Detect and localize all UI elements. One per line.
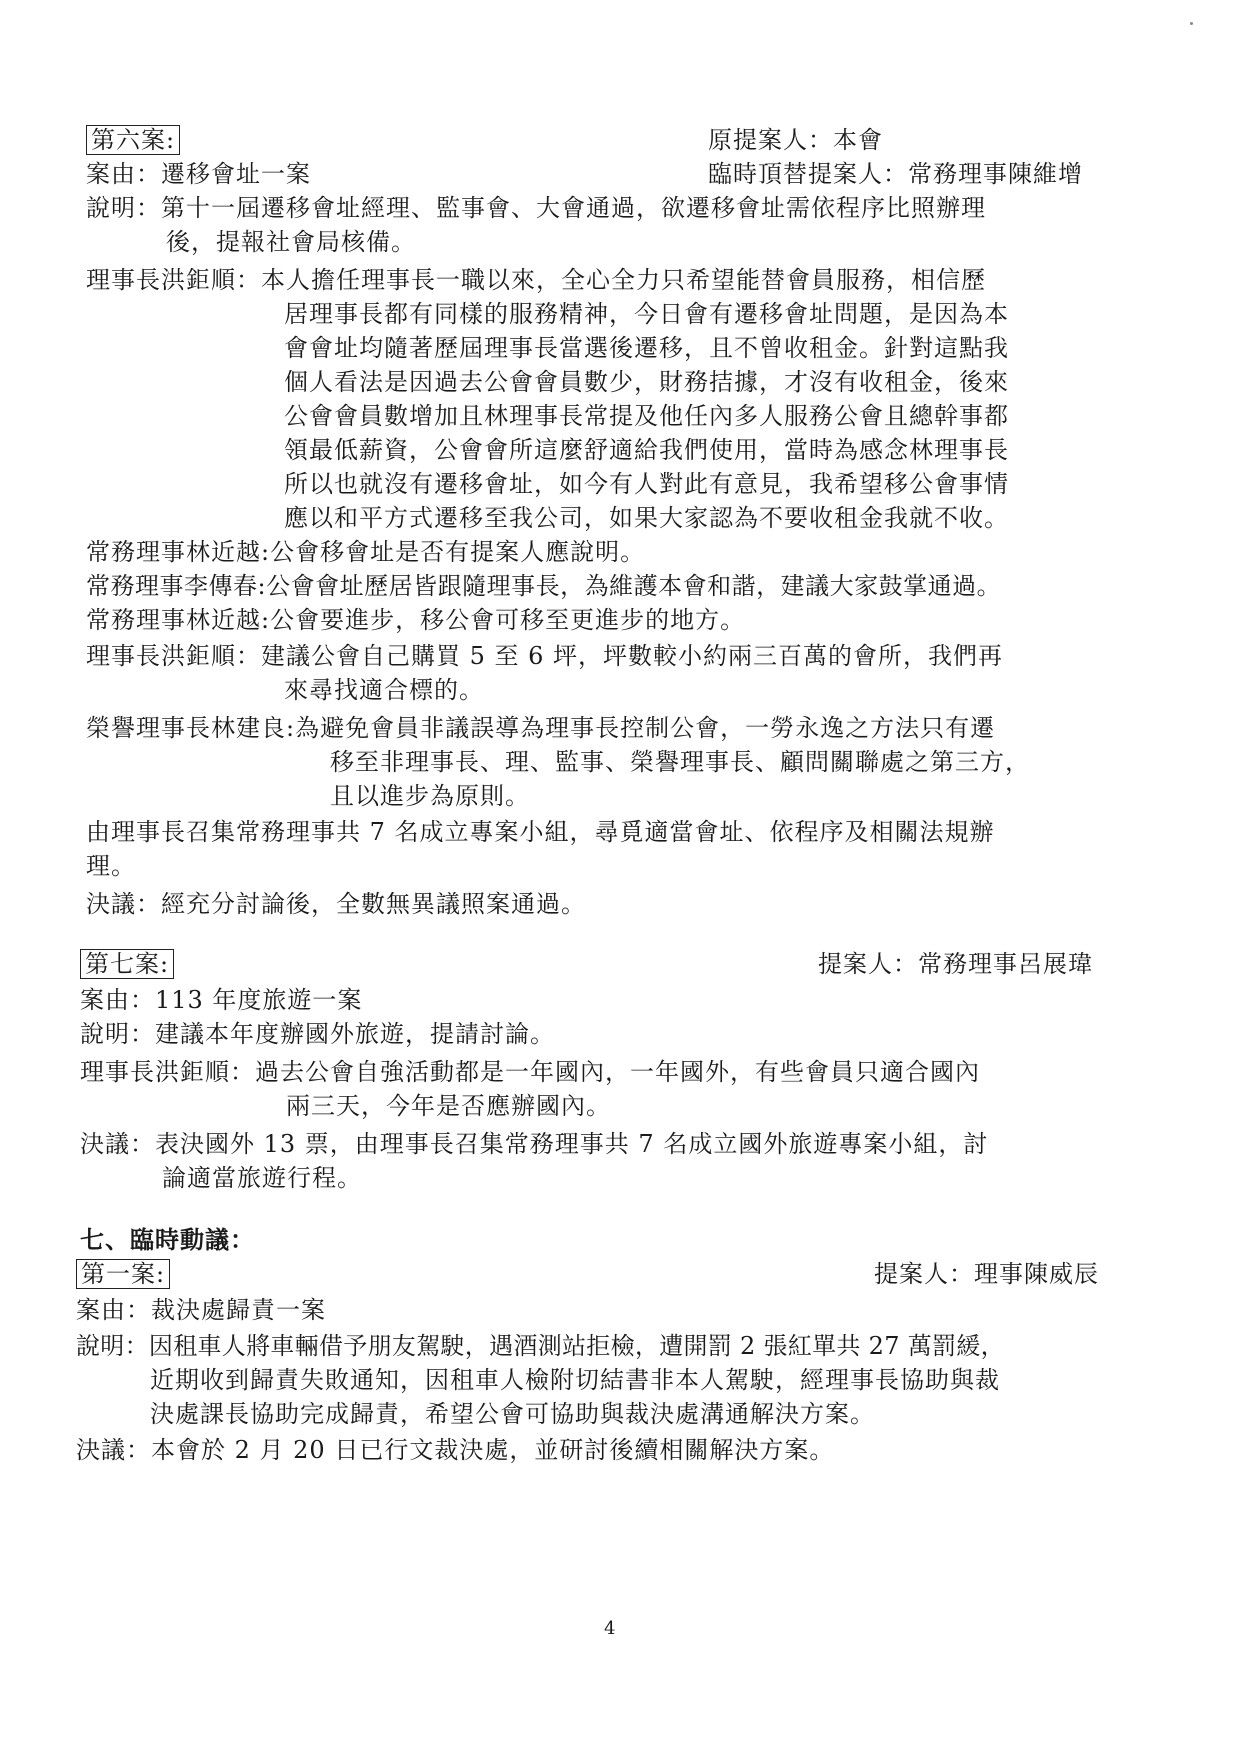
case7-resolution-line: 決議：表決國外 13 票，由理事長召集常務理事共 7 名成立國外旅遊專案小組，討 — [80, 1130, 989, 1158]
case6-resolution: 決議：經充分討論後，全數無異議照案通過。 — [86, 890, 586, 918]
section7-case1-desc-line: 說明：因租車人將車輛借予朋友駕駛，遇酒測站拒檢，遭開罰 2 張紅單共 27 萬罰緩， — [76, 1332, 1005, 1360]
case6-speech6-line: 且以進步為原則。 — [330, 782, 530, 810]
case6-speech1-line: 居理事長都有同樣的服務精神，今日會有遷移會址問題，是因為本 — [284, 300, 1009, 328]
case6-proposer: 原提案人：本會 — [708, 126, 883, 154]
case6-note-line: 由理事長召集常務理事共 7 名成立專案小組，尋覓適當會址、依程序及相關法規辦 — [86, 818, 995, 846]
case6-speech2: 常務理事林近越:公會移會址是否有提案人應說明。 — [86, 538, 646, 566]
case6-speech1-line: 所以也就沒有遷移會址，如今有人對此有意見，我希望移公會事情 — [284, 470, 1009, 498]
case6-speech4: 常務理事林近越:公會要進步，移公會可移至更進步的地方。 — [86, 606, 746, 634]
case6-temp-proposer: 臨時頂替提案人：常務理事陳維增 — [708, 160, 1083, 188]
section7-case1-desc-line: 近期收到歸責失敗通知，因租車人檢附切結書非本人駕駛，經理事長協助與裁 — [150, 1366, 1000, 1394]
scan-speck — [1190, 22, 1193, 25]
section7-heading: 七、臨時動議： — [80, 1225, 255, 1254]
case6-speech1-line: 公會會員數增加且林理事長常提及他任內多人服務公會且總幹事都 — [284, 402, 1009, 430]
case6-speech1-line: 會會址均隨著歷屆理事長當選後遷移，且不曾收租金。針對這點我 — [284, 334, 1009, 362]
section7-case1-subject: 案由：裁決處歸責一案 — [76, 1296, 326, 1324]
case7-proposer: 提案人：常務理事呂展瑋 — [818, 950, 1093, 978]
case6-label: 第六案: — [86, 124, 180, 156]
case6-speech5-line: 理事長洪鉅順：建議公會自己購買 5 至 6 坪，坪數較小約兩三百萬的會所，我們再 — [86, 642, 1004, 670]
section7-case1-desc-line: 決處課長協助完成歸責，希望公會可協助與裁決處溝通解決方案。 — [150, 1400, 875, 1428]
page-number: 4 — [604, 1618, 616, 1639]
section7-case1-resolution: 決議：本會於 2 月 20 日已行文裁決處，並研討後續相關解決方案。 — [76, 1436, 835, 1464]
section7-case1-label: 第一案: — [76, 1258, 170, 1290]
case6-speech6-line: 榮譽理事長林建良:為避免會員非議誤導為理事長控制公會，一勞永逸之方法只有遷 — [86, 714, 996, 742]
case6-desc-line: 後，提報社會局核備。 — [166, 228, 416, 256]
case7-subject: 案由：113 年度旅遊一案 — [80, 986, 363, 1014]
section7-case1-proposer: 提案人：理事陳威辰 — [874, 1260, 1099, 1288]
case6-desc-line: 說明：第十一屆遷移會址經理、監事會、大會通過，欲遷移會址需依程序比照辦理 — [86, 194, 986, 222]
case6-subject: 案由：遷移會址一案 — [86, 160, 311, 188]
case7-speech1-line: 理事長洪鉅順：過去公會自強活動都是一年國內，一年國外，有些會員只適合國內 — [80, 1058, 980, 1086]
case6-note-line: 理。 — [86, 852, 136, 880]
case6-speech1-line: 應以和平方式遷移至我公司，如果大家認為不要收租金我就不收。 — [284, 504, 1009, 532]
case6-speech1-line: 領最低薪資，公會會所這麼舒適給我們使用，當時為感念林理事長 — [284, 436, 1009, 464]
case7-desc: 說明：建議本年度辦國外旅遊，提請討論。 — [80, 1020, 555, 1048]
case6-speech6-line: 移至非理事長、理、監事、榮譽理事長、顧問關聯處之第三方， — [330, 748, 1030, 776]
case6-speech3: 常務理事李傳春:公會會址歷居皆跟隨理事長，為維護本會和諧，建議大家鼓掌通過。 — [86, 572, 1002, 600]
case6-speech1-line: 理事長洪鉅順：本人擔任理事長一職以來，全心全力只希望能替會員服務，相信歷 — [86, 266, 986, 294]
case7-label: 第七案: — [80, 948, 174, 980]
case7-resolution-line: 論適當旅遊行程。 — [162, 1164, 362, 1192]
case6-speech5-line: 來尋找適合標的。 — [284, 676, 484, 704]
case6-speech1-line: 個人看法是因過去公會會員數少，財務拮據，才沒有收租金，後來 — [284, 368, 1009, 396]
case7-speech1-line: 兩三天，今年是否應辦國內。 — [286, 1092, 611, 1120]
